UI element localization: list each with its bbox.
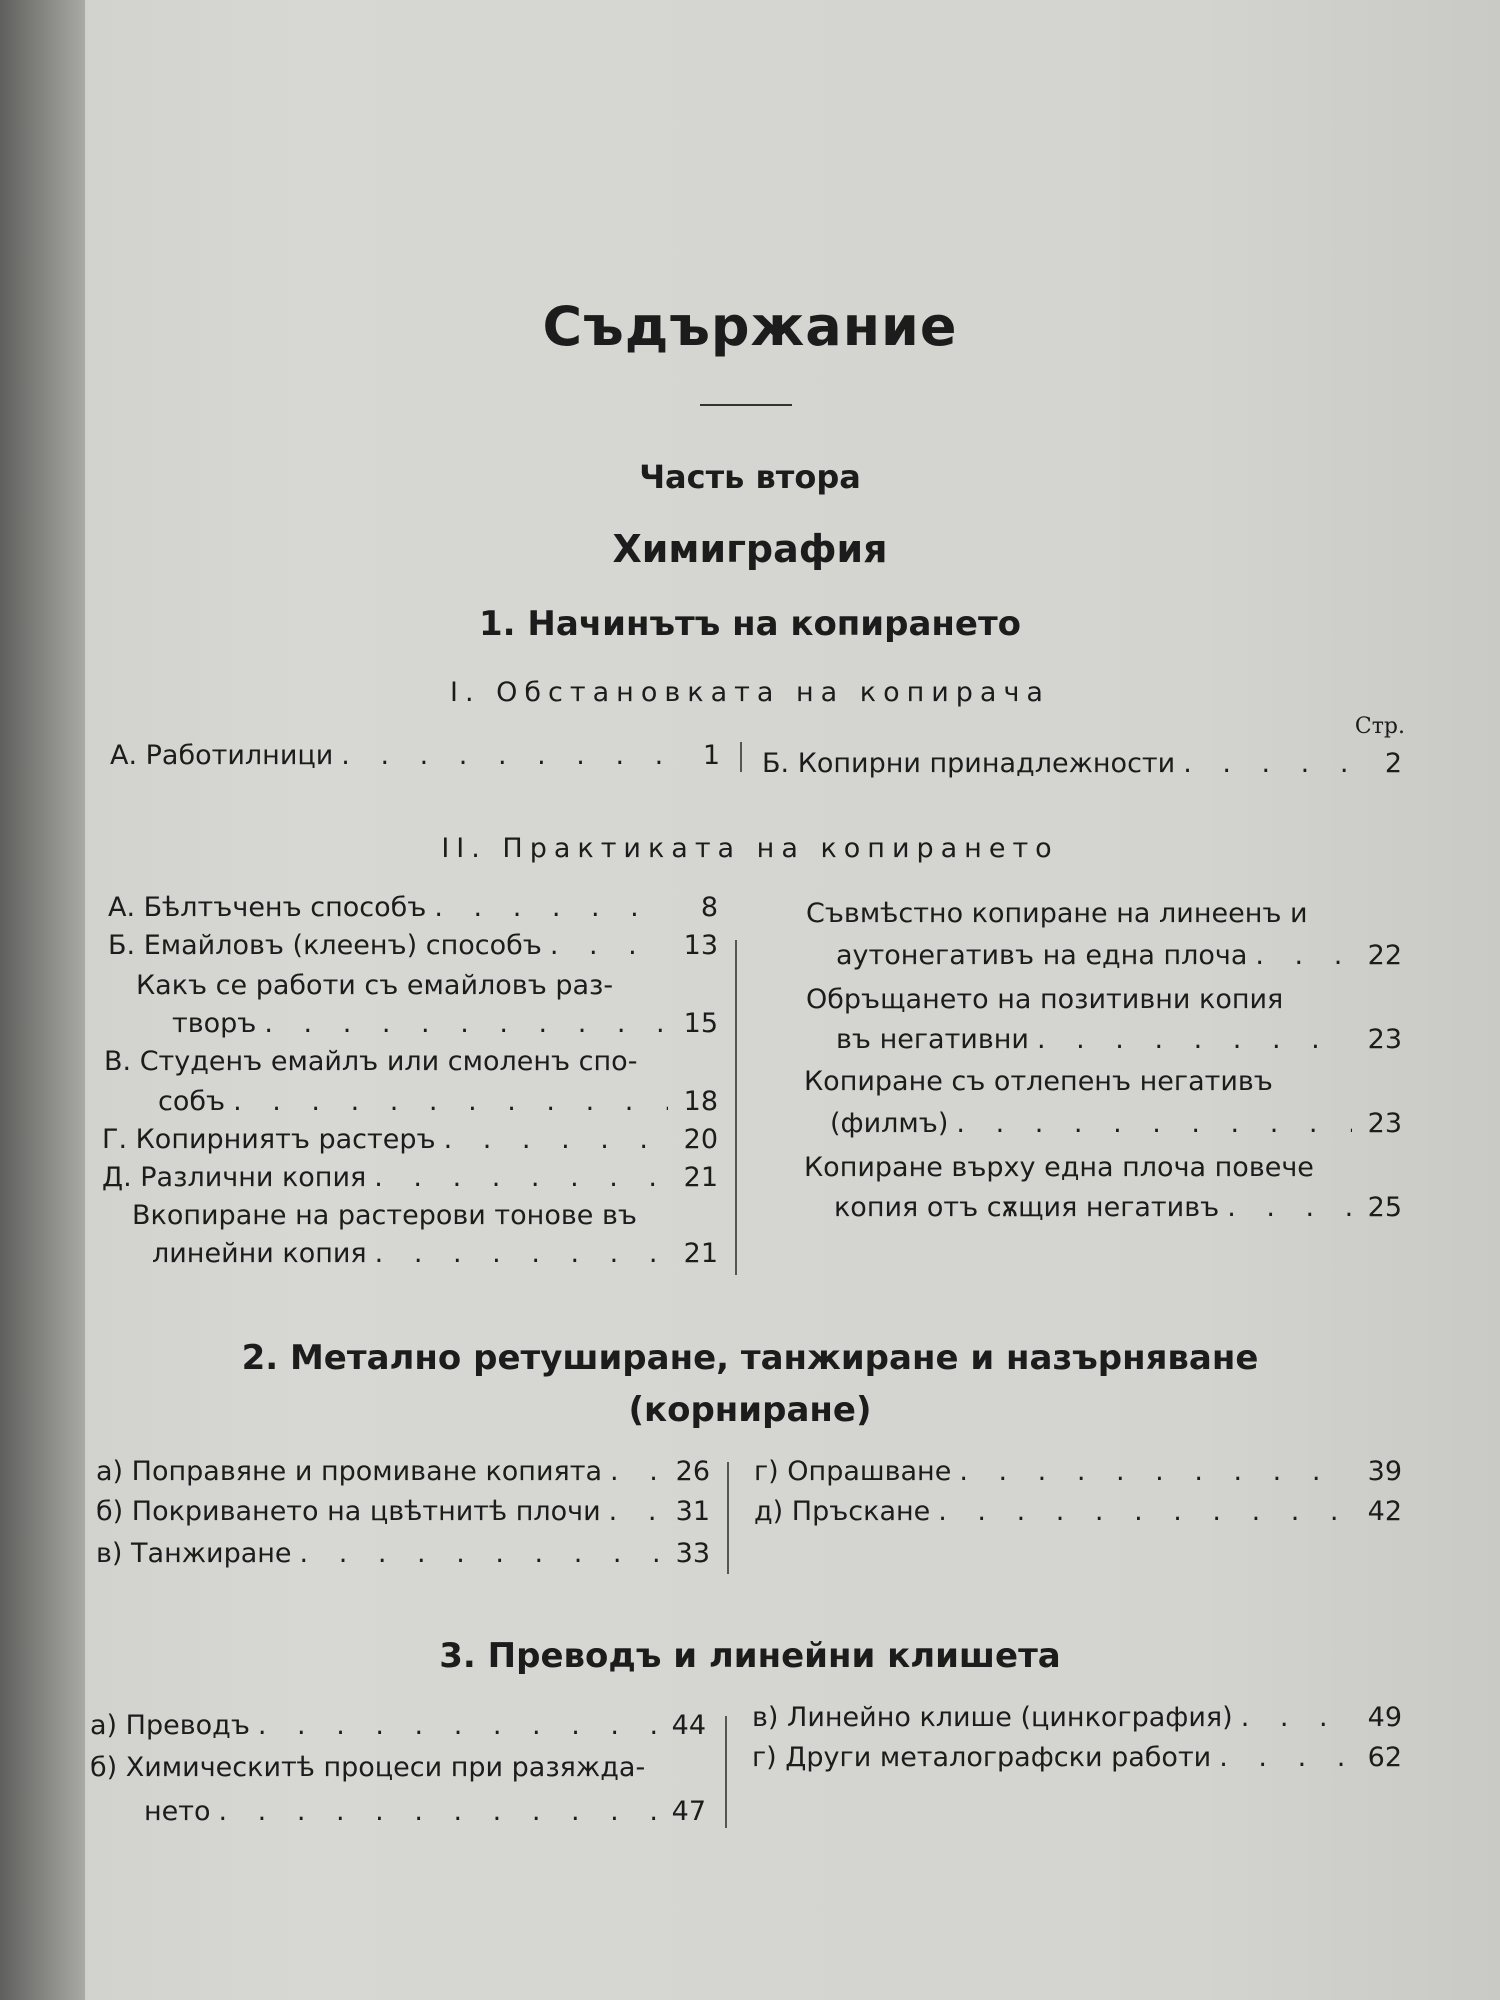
leader-dots xyxy=(610,1456,660,1487)
toc-entry[interactable] xyxy=(90,1710,706,1741)
toc-entry-page: 62 xyxy=(1367,1742,1402,1773)
toc-entry[interactable] xyxy=(96,1496,710,1527)
leader-dots xyxy=(1219,1742,1352,1773)
toc-entry-text: г) Опрашване xyxy=(754,1456,952,1487)
toc-entry[interactable] xyxy=(152,1238,718,1269)
section2-title-line2: (корниране) xyxy=(628,1390,872,1430)
toc-entry[interactable] xyxy=(144,1796,706,1827)
toc-entry-text: Копиране съ отлепенъ негативъ xyxy=(804,1066,1273,1097)
toc-entry[interactable] xyxy=(108,930,718,961)
toc-entry-page: 13 xyxy=(683,930,718,961)
leader-dots xyxy=(219,1796,656,1827)
toc-entry[interactable] xyxy=(834,1192,1402,1223)
toc-entry-text: творъ xyxy=(172,1008,257,1039)
toc-entry-text: А. Бѣлтъченъ способъ xyxy=(108,892,427,923)
leader-dots xyxy=(300,1538,660,1569)
subject-heading: Химиграфия xyxy=(612,527,888,571)
toc-entry-text: Б. Копирни принадлежности xyxy=(762,748,1176,779)
leader-dots xyxy=(341,740,670,771)
toc-entry[interactable] xyxy=(102,1162,718,1193)
toc-entry[interactable] xyxy=(110,740,720,771)
page-title: Съдържание xyxy=(542,295,958,358)
toc-entry-text: Копиране върху една плоча повече xyxy=(804,1152,1314,1183)
toc-entry[interactable] xyxy=(762,748,1402,779)
leader-dots xyxy=(959,1456,1352,1487)
section3-title: 3. Преводъ и линейни клишета xyxy=(439,1636,1061,1676)
toc-entry-text: в) Линейно клише (цинкография) xyxy=(752,1702,1233,1733)
toc-entry[interactable] xyxy=(836,940,1402,971)
toc-entry[interactable] xyxy=(754,1496,1402,1527)
leader-dots xyxy=(938,1496,1352,1527)
toc-entry-page: 15 xyxy=(683,1008,718,1039)
toc-entry-text: аутонегативъ на една плоча xyxy=(836,940,1248,971)
toc-entry-page: 44 xyxy=(671,1710,706,1741)
toc-entry-text: линейни копия xyxy=(152,1238,367,1269)
toc-entry[interactable] xyxy=(96,1456,710,1487)
toc-entry-page: 42 xyxy=(1367,1496,1402,1527)
toc-entry[interactable] xyxy=(752,1702,1402,1733)
toc-entry-page: 2 xyxy=(1384,748,1402,779)
leader-dots xyxy=(1183,748,1352,779)
leader-dots xyxy=(550,930,668,961)
toc-entry-text: в) Танжиране xyxy=(96,1538,292,1569)
toc-entry[interactable] xyxy=(172,1008,718,1039)
toc-entry[interactable] xyxy=(752,1742,1402,1773)
part-heading: Часть втора xyxy=(639,458,861,496)
toc-entry[interactable] xyxy=(102,1124,718,1155)
toc-entry-text: собъ xyxy=(158,1086,226,1117)
toc-entry-text: д) Пръскане xyxy=(754,1496,931,1527)
toc-entry-text: а) Поправяне и промиване копията xyxy=(96,1456,603,1487)
toc-entry[interactable] xyxy=(830,1108,1402,1139)
leader-dots xyxy=(1227,1192,1352,1223)
toc-entry-page: 33 xyxy=(675,1538,710,1569)
column-divider xyxy=(735,940,737,1275)
leader-dots xyxy=(264,1008,668,1039)
toc-entry-text: копия отъ сѫщия негативъ xyxy=(834,1192,1220,1223)
toc-entry-text: Г. Копирниятъ растеръ xyxy=(102,1124,436,1155)
leader-dots xyxy=(233,1086,668,1117)
section1-sub1-heading: I. Обстановката на копирача xyxy=(450,677,1050,708)
leader-dots xyxy=(1255,940,1352,971)
toc-entry-page: 22 xyxy=(1367,940,1402,971)
toc-entry-text: б) Химическитѣ процеси при разяжда- xyxy=(90,1752,646,1783)
column-divider xyxy=(727,1462,729,1574)
leader-dots xyxy=(956,1108,1352,1139)
toc-entry-page: 20 xyxy=(683,1124,718,1155)
title-rule xyxy=(700,404,792,406)
leader-dots xyxy=(434,892,668,923)
section1-title: 1. Начинътъ на копирането xyxy=(478,604,1022,644)
section1-sub2-heading: II. Практиката на копирането xyxy=(441,833,1059,864)
toc-entry-text: а) Преводъ xyxy=(90,1710,250,1741)
toc-entry-page: 31 xyxy=(675,1496,710,1527)
toc-entry[interactable] xyxy=(836,1024,1402,1055)
leader-dots xyxy=(258,1710,656,1741)
toc-entry-text: г) Други металографски работи xyxy=(752,1742,1212,1773)
leader-dots xyxy=(375,1238,668,1269)
leader-dots xyxy=(374,1162,668,1193)
toc-entry[interactable] xyxy=(108,892,718,923)
toc-entry-text: Д. Различни копия xyxy=(102,1162,367,1193)
toc-entry-page: 49 xyxy=(1367,1702,1402,1733)
toc-entry-text: А. Работилници xyxy=(110,740,334,771)
toc-entry-page: 8 xyxy=(700,892,718,923)
toc-entry-text: Вкопиране на растерови тонове въ xyxy=(132,1200,637,1231)
toc-entry-text: Съвмѣстно копиране на линеенъ и xyxy=(806,898,1308,929)
toc-entry-text: В. Студенъ емайлъ или смоленъ спо- xyxy=(104,1046,638,1077)
toc-entry-page: 25 xyxy=(1367,1192,1402,1223)
toc-entry-page: 23 xyxy=(1367,1024,1402,1055)
toc-entry[interactable] xyxy=(158,1086,718,1117)
page-column-label: Стр. xyxy=(1354,714,1405,739)
toc-entry-page: 26 xyxy=(675,1456,710,1487)
toc-entry[interactable] xyxy=(96,1538,710,1569)
toc-entry-page: 39 xyxy=(1367,1456,1402,1487)
toc-entry-text: (филмъ) xyxy=(830,1108,949,1139)
toc-entry-page: 21 xyxy=(683,1162,718,1193)
leader-dots xyxy=(444,1124,668,1155)
toc-entry-text: нето xyxy=(144,1796,211,1827)
toc-entry-text: Б. Емайловъ (клеенъ) способъ xyxy=(108,930,542,961)
column-divider xyxy=(740,742,742,772)
toc-entry-page: 23 xyxy=(1367,1108,1402,1139)
toc-entry[interactable] xyxy=(754,1456,1402,1487)
toc-entry-page: 18 xyxy=(683,1086,718,1117)
section2-title-line1: 2. Метално ретуширане, танжиране и назърняване xyxy=(241,1338,1259,1378)
toc-entry-text: Обръщането на позитивни копия xyxy=(806,984,1284,1015)
toc-entry-page: 1 xyxy=(702,740,720,771)
toc-entry-text: б) Покриването на цвѣтнитѣ плочи xyxy=(96,1496,601,1527)
toc-entry-page: 21 xyxy=(683,1238,718,1269)
toc-entry-text: въ негативни xyxy=(836,1024,1029,1055)
toc-entry-page: 47 xyxy=(671,1796,706,1827)
leader-dots xyxy=(1241,1702,1352,1733)
column-divider xyxy=(725,1716,727,1828)
toc-entry-text: Какъ се работи съ емайловъ раз- xyxy=(136,970,614,1001)
leader-dots xyxy=(609,1496,660,1527)
leader-dots xyxy=(1037,1024,1352,1055)
